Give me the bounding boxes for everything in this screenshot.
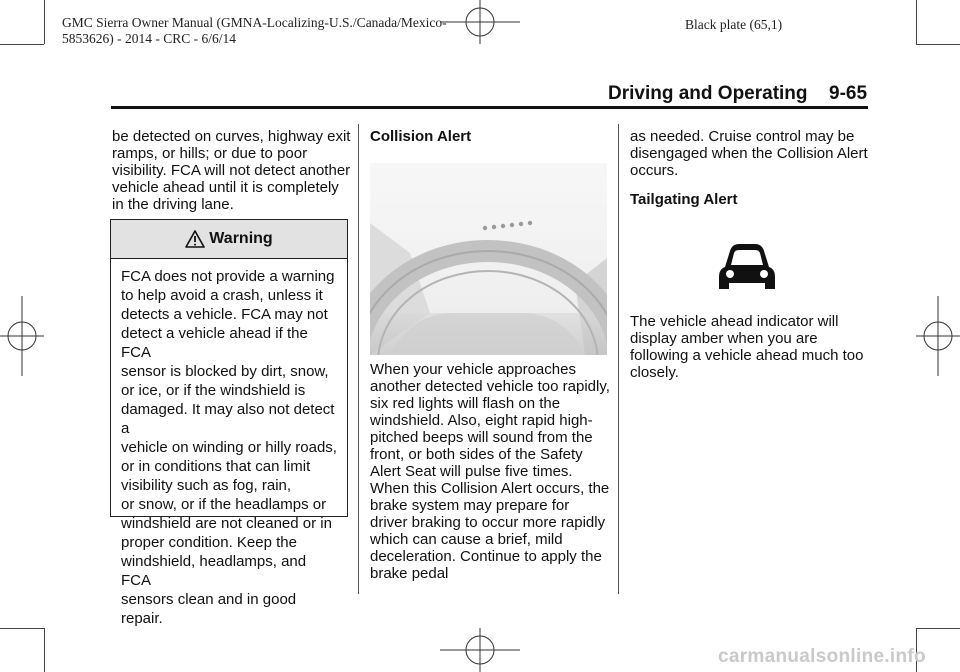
- intro-paragraph: be detected on curves, highway exit ramps, or hills; or due to poor visibility. FCA will not detect another vehicle ahead until it is completely in the driving lane.: [112, 128, 351, 213]
- column-3-body: [630, 313, 870, 393]
- warning-title: Warning: [209, 230, 273, 247]
- warning-line: visibility such as fog, rain,: [121, 477, 292, 494]
- crop-mark: [0, 628, 44, 629]
- vehicle-ahead-paragraph: The vehicle ahead indicator will display amber when you are following a vehicle ahead much too closely.: [630, 313, 864, 381]
- warning-line: sensors clean and in good repair.: [121, 591, 297, 627]
- warning-line: or snow, or if the headlamps or: [121, 496, 327, 513]
- print-slug-line-1: GMC Sierra Owner Manual (GMNA-Localizing-U.S./Canada/Mexico-: [62, 15, 447, 30]
- warning-line: windshield are not cleaned or in: [121, 515, 332, 532]
- crop-mark: [44, 628, 45, 672]
- warning-line: to help avoid a crash, unless it: [121, 287, 323, 304]
- registration-target-bottom: [440, 628, 520, 672]
- collision-alert-paragraph: When your vehicle approaches another detected vehicle too rapidly, six red lights will flash on the windshield. Also, eight rapid high-pitched beeps will sound from the front, or both sides of the Safety Alert Seat will pulse five times. When this Collision Alert occurs, the brake system may prepare for driver braking to occur more rapidly which can cause a brief, mild deceleration. Continue to apply the brake pedal: [370, 361, 610, 582]
- column-divider: [358, 124, 359, 594]
- collision-alert-heading: Collision Alert: [370, 128, 472, 145]
- crop-mark: [916, 628, 960, 629]
- warning-header: [111, 220, 347, 259]
- warning-line: damaged. It may also not detect a: [121, 401, 335, 437]
- page-number: 9-65: [829, 83, 868, 104]
- warning-line: proper condition. Keep the: [121, 534, 297, 551]
- watermark: carmanualsonline.info: [718, 646, 926, 667]
- crop-mark: [916, 44, 960, 45]
- cruise-control-paragraph: as needed. Cruise control may be disengaged when the Collision Alert occurs.: [630, 128, 868, 179]
- section-name: Driving and Operating: [608, 83, 808, 104]
- column-1: [112, 128, 352, 225]
- column-2: [370, 128, 610, 157]
- column-divider: [618, 124, 619, 594]
- column-3: [630, 128, 870, 220]
- registration-target-left: [0, 296, 44, 376]
- collision-alert-illustration: [370, 163, 607, 355]
- section-title: [608, 83, 808, 105]
- print-slug-line-2: 5853626) - 2014 - CRC - 6/6/14: [62, 31, 236, 46]
- header-rule: [111, 106, 868, 109]
- crop-mark: [916, 0, 917, 44]
- crop-mark: [0, 44, 44, 45]
- warning-triangle-icon: [185, 230, 205, 248]
- warning-line: detects a vehicle. FCA may not: [121, 306, 328, 323]
- warning-line: or ice, or if the windshield is: [121, 382, 306, 399]
- plate-label: Black plate (65,1): [685, 17, 783, 32]
- column-2-body: [370, 361, 610, 594]
- warning-line: windshield, headlamps, and FCA: [121, 553, 307, 589]
- warning-line: vehicle on winding or hilly roads,: [121, 439, 337, 456]
- warning-line: or in conditions that can limit: [121, 458, 311, 475]
- registration-target-right: [916, 296, 960, 376]
- warning-box: [110, 219, 348, 627]
- warning-line: sensor is blocked by dirt, snow,: [121, 363, 329, 380]
- crop-mark: [44, 0, 45, 44]
- warning-line: detect a vehicle ahead if the FCA: [121, 325, 308, 361]
- warning-line: FCA does not provide a warning: [121, 268, 335, 285]
- warning-text: [111, 259, 347, 628]
- registration-target-top: [440, 0, 520, 44]
- tailgating-alert-heading: Tailgating Alert: [630, 191, 738, 208]
- vehicle-ahead-icon: [713, 241, 781, 291]
